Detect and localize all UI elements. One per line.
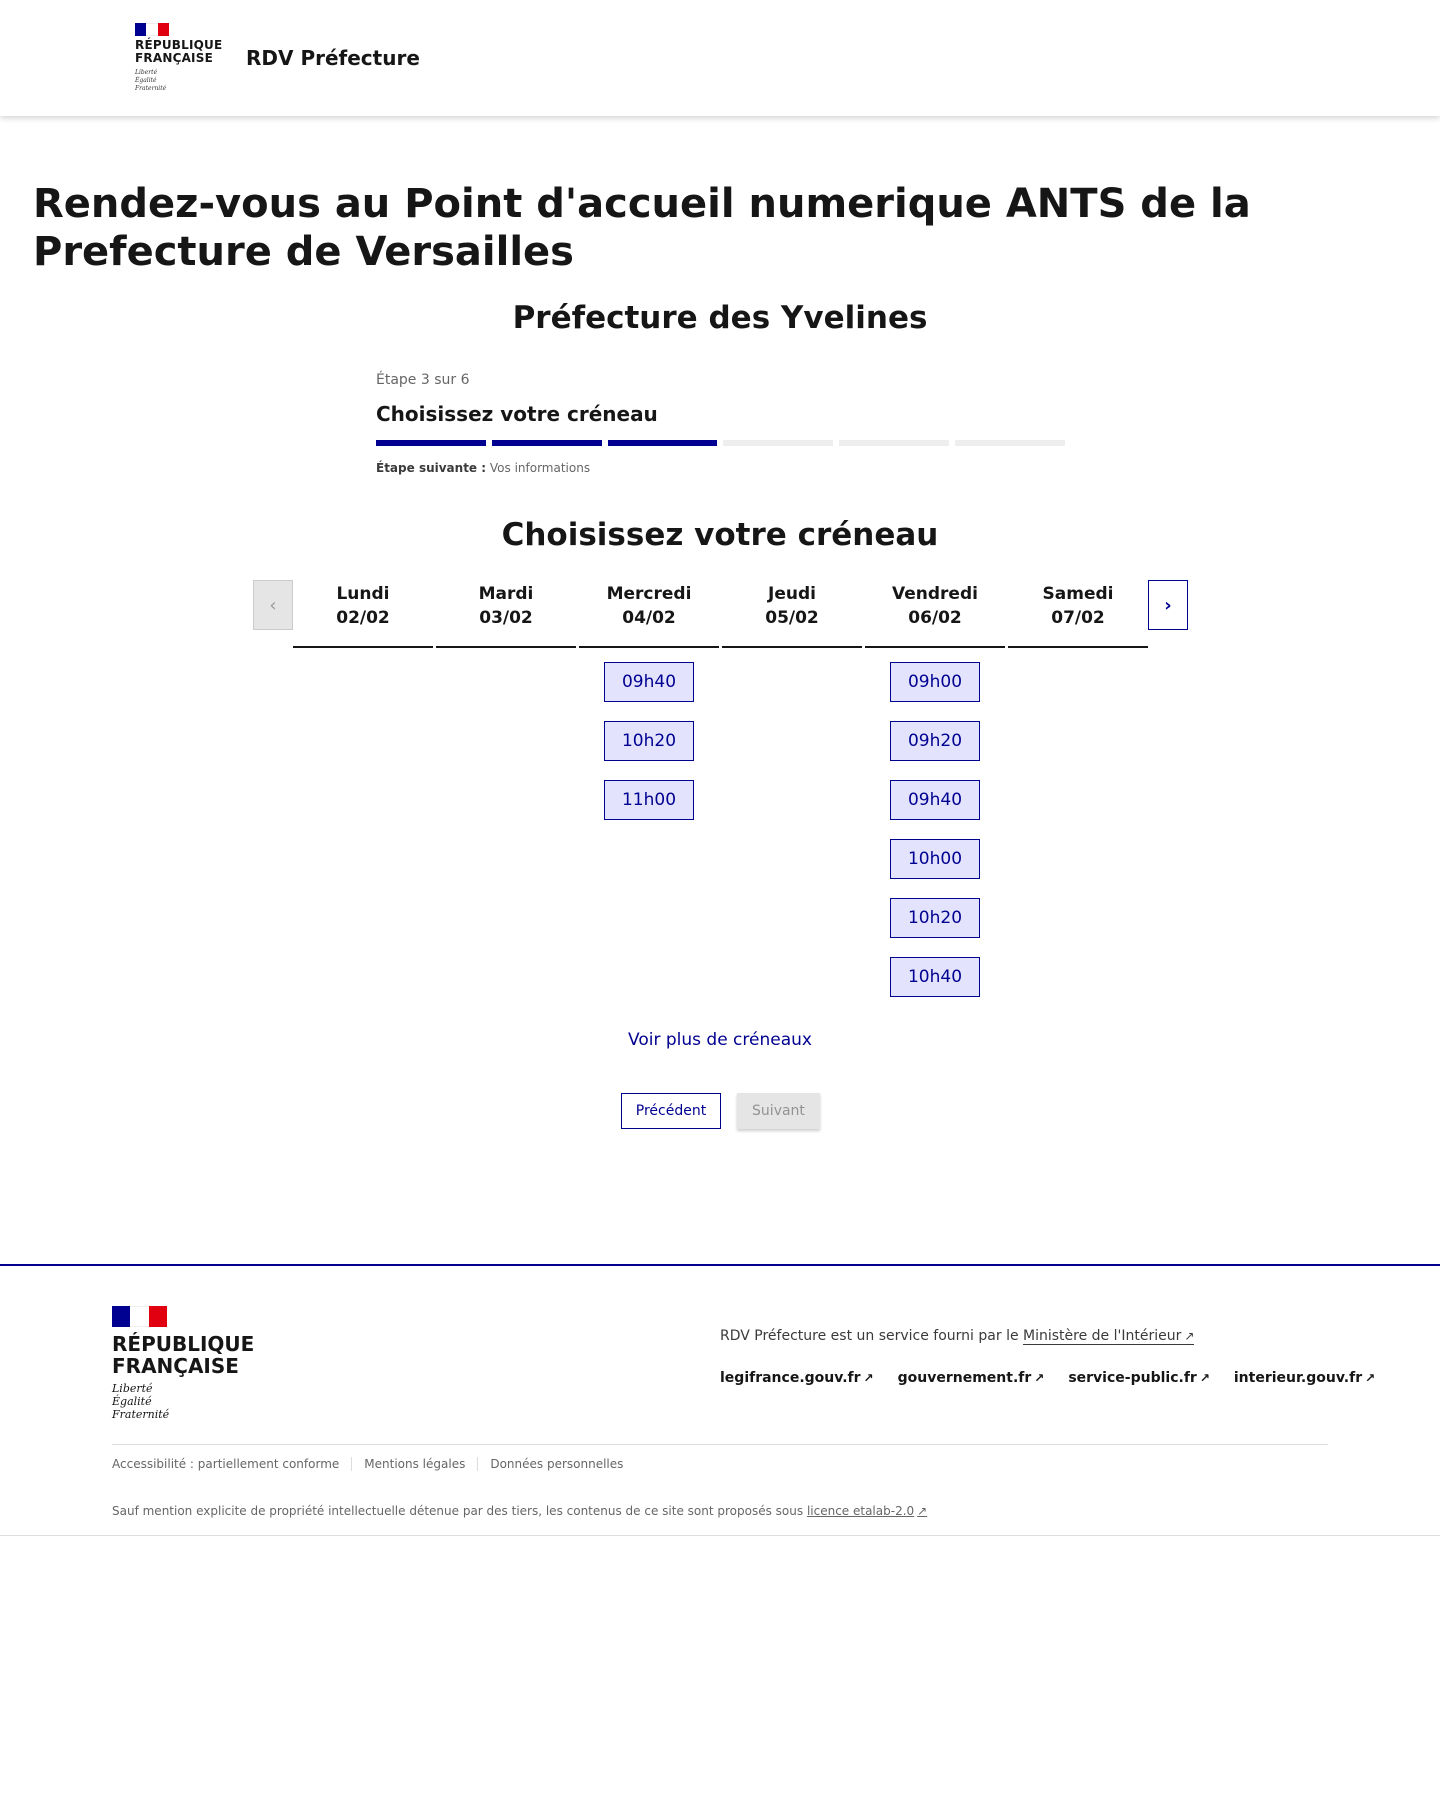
page-subtitle: Préfecture des Yvelines — [512, 300, 928, 336]
stepper-next-step — [376, 461, 1065, 475]
day-header — [579, 580, 719, 648]
license-text: Sauf mention explicite de propriété intellectuelle détenue par des tiers, les contenus de ce site sont proposés sous — [112, 1504, 804, 1518]
license-link-label: licence etalab-2.0 — [806, 1504, 915, 1518]
footer-external-link[interactable] — [898, 1370, 1045, 1386]
motto-egalite: Égalité — [135, 77, 157, 84]
stepper-next-label: Étape suivante : — [376, 461, 487, 475]
footer-link-label: interieur.gouv.fr — [1233, 1370, 1363, 1386]
day-name: Jeudi — [768, 584, 816, 604]
previous-week-button[interactable] — [253, 580, 293, 630]
more-slots-link[interactable]: Voir plus de créneaux — [628, 1030, 812, 1050]
next-week-button[interactable] — [1148, 580, 1188, 630]
ministere-link-label: Ministère de l'Intérieur — [1023, 1328, 1182, 1344]
footer-bottom-link[interactable]: Accessibilité : partiellement conforme — [112, 1457, 340, 1471]
day-header — [722, 580, 862, 648]
day-date: 03/02 — [479, 608, 533, 628]
stepper-bar — [955, 440, 1065, 446]
footer-bottom-link[interactable]: Mentions légales — [351, 1457, 477, 1471]
day-header — [865, 580, 1005, 648]
license-link[interactable] — [807, 1504, 927, 1518]
site-header — [0, 0, 1440, 116]
footer-link-label: gouvernement.fr — [897, 1370, 1032, 1386]
chevron-right-icon: › — [1164, 594, 1172, 616]
external-link-icon: ↗ — [863, 1371, 874, 1385]
day-header — [436, 580, 576, 648]
footer-link-label: service-public.fr — [1068, 1370, 1197, 1386]
stepper-progress — [376, 440, 1065, 446]
external-link-icon: ↗ — [1365, 1371, 1376, 1385]
footer-logo-line2: FRANÇAISE — [112, 1354, 239, 1378]
stepper-bar — [723, 440, 833, 446]
next-button-disabled[interactable]: Suivant — [737, 1093, 820, 1129]
site-footer — [0, 1264, 1440, 1536]
time-slot-button[interactable]: 09h40 — [604, 662, 694, 702]
footer-external-link[interactable] — [1068, 1370, 1210, 1386]
footer-motto-egalite: Égalité — [112, 1395, 152, 1408]
slot-calendar — [253, 580, 1188, 1000]
footer-bottom-links — [112, 1457, 635, 1471]
footer-republique-francaise-logo[interactable] — [112, 1306, 254, 1421]
service-name-link[interactable]: RDV Préfecture — [246, 46, 420, 70]
day-date: 06/02 — [908, 608, 962, 628]
day-header — [293, 580, 433, 648]
day-name: Lundi — [336, 584, 390, 604]
logo-motto — [135, 69, 215, 93]
marianne-flag-icon — [112, 1306, 167, 1327]
day-header — [1008, 580, 1148, 648]
time-slot-button[interactable]: 10h00 — [890, 839, 980, 879]
time-slot-button[interactable]: 11h00 — [604, 780, 694, 820]
day-column — [293, 580, 433, 648]
logo-text-line2: FRANÇAISE — [135, 51, 213, 65]
time-slot-button[interactable]: 10h40 — [890, 957, 980, 997]
footer-external-link[interactable] — [1234, 1370, 1375, 1386]
stepper-bar — [608, 440, 718, 446]
footer-external-link[interactable] — [720, 1370, 874, 1386]
stepper-bar — [839, 440, 949, 446]
day-column — [1008, 580, 1148, 648]
time-slot-button[interactable]: 09h20 — [890, 721, 980, 761]
footer-external-links — [720, 1370, 1375, 1386]
page-title: Rendez-vous au Point d'accueil numerique ANTS de la Prefecture de Versailles — [33, 181, 1251, 275]
external-link-icon: ↗ — [917, 1504, 928, 1518]
footer-motto-liberte: Liberté — [112, 1382, 153, 1395]
footer-desc-text: RDV Préfecture est un service fourni par le — [720, 1328, 1019, 1344]
chevron-left-icon: ‹ — [269, 594, 277, 616]
external-link-icon: ↗ — [1034, 1371, 1045, 1385]
stepper-title: Choisissez votre créneau — [376, 402, 658, 426]
external-link-icon: ↗ — [1184, 1329, 1195, 1343]
day-name: Samedi — [1042, 584, 1114, 604]
logo-text-line1: RÉPUBLIQUE — [135, 38, 223, 52]
motto-fraternite: Fraternité — [135, 85, 167, 92]
day-date: 04/02 — [622, 608, 676, 628]
day-column — [579, 580, 719, 820]
footer-motto-fraternite: Fraternité — [112, 1408, 170, 1421]
motto-liberte: Liberté — [135, 69, 158, 76]
stepper-bar — [492, 440, 602, 446]
stepper — [376, 372, 1065, 475]
previous-button[interactable]: Précédent — [621, 1093, 721, 1129]
republique-francaise-logo[interactable] — [135, 23, 223, 93]
day-date: 02/02 — [336, 608, 390, 628]
day-column — [865, 580, 1005, 997]
footer-logo-line1: RÉPUBLIQUE — [112, 1332, 255, 1356]
time-slot-button[interactable]: 10h20 — [604, 721, 694, 761]
day-name: Vendredi — [892, 584, 978, 604]
ministere-link[interactable] — [1023, 1328, 1194, 1345]
marianne-flag-icon — [135, 23, 169, 36]
footer-link-label: legifrance.gouv.fr — [720, 1370, 861, 1386]
stepper-next-value: Vos informations — [489, 461, 591, 475]
time-slot-button[interactable]: 09h40 — [890, 780, 980, 820]
day-column — [436, 580, 576, 648]
time-slot-button[interactable]: 09h00 — [890, 662, 980, 702]
calendar-title: Choisissez votre créneau — [501, 517, 939, 553]
day-name: Mardi — [478, 584, 534, 604]
day-date: 07/02 — [1051, 608, 1105, 628]
stepper-state: Étape 3 sur 6 — [376, 372, 470, 388]
footer-license — [112, 1504, 927, 1518]
footer-bottom-link[interactable]: Données personnelles — [477, 1457, 635, 1471]
time-slot-button[interactable]: 10h20 — [890, 898, 980, 938]
day-column — [722, 580, 862, 648]
day-name: Mercredi — [606, 584, 692, 604]
external-link-icon: ↗ — [1199, 1371, 1210, 1385]
day-date: 05/02 — [765, 608, 819, 628]
footer-logo-motto — [112, 1382, 254, 1421]
footer-divider — [112, 1444, 1328, 1445]
footer-description — [720, 1328, 1194, 1344]
stepper-bar — [376, 440, 486, 446]
